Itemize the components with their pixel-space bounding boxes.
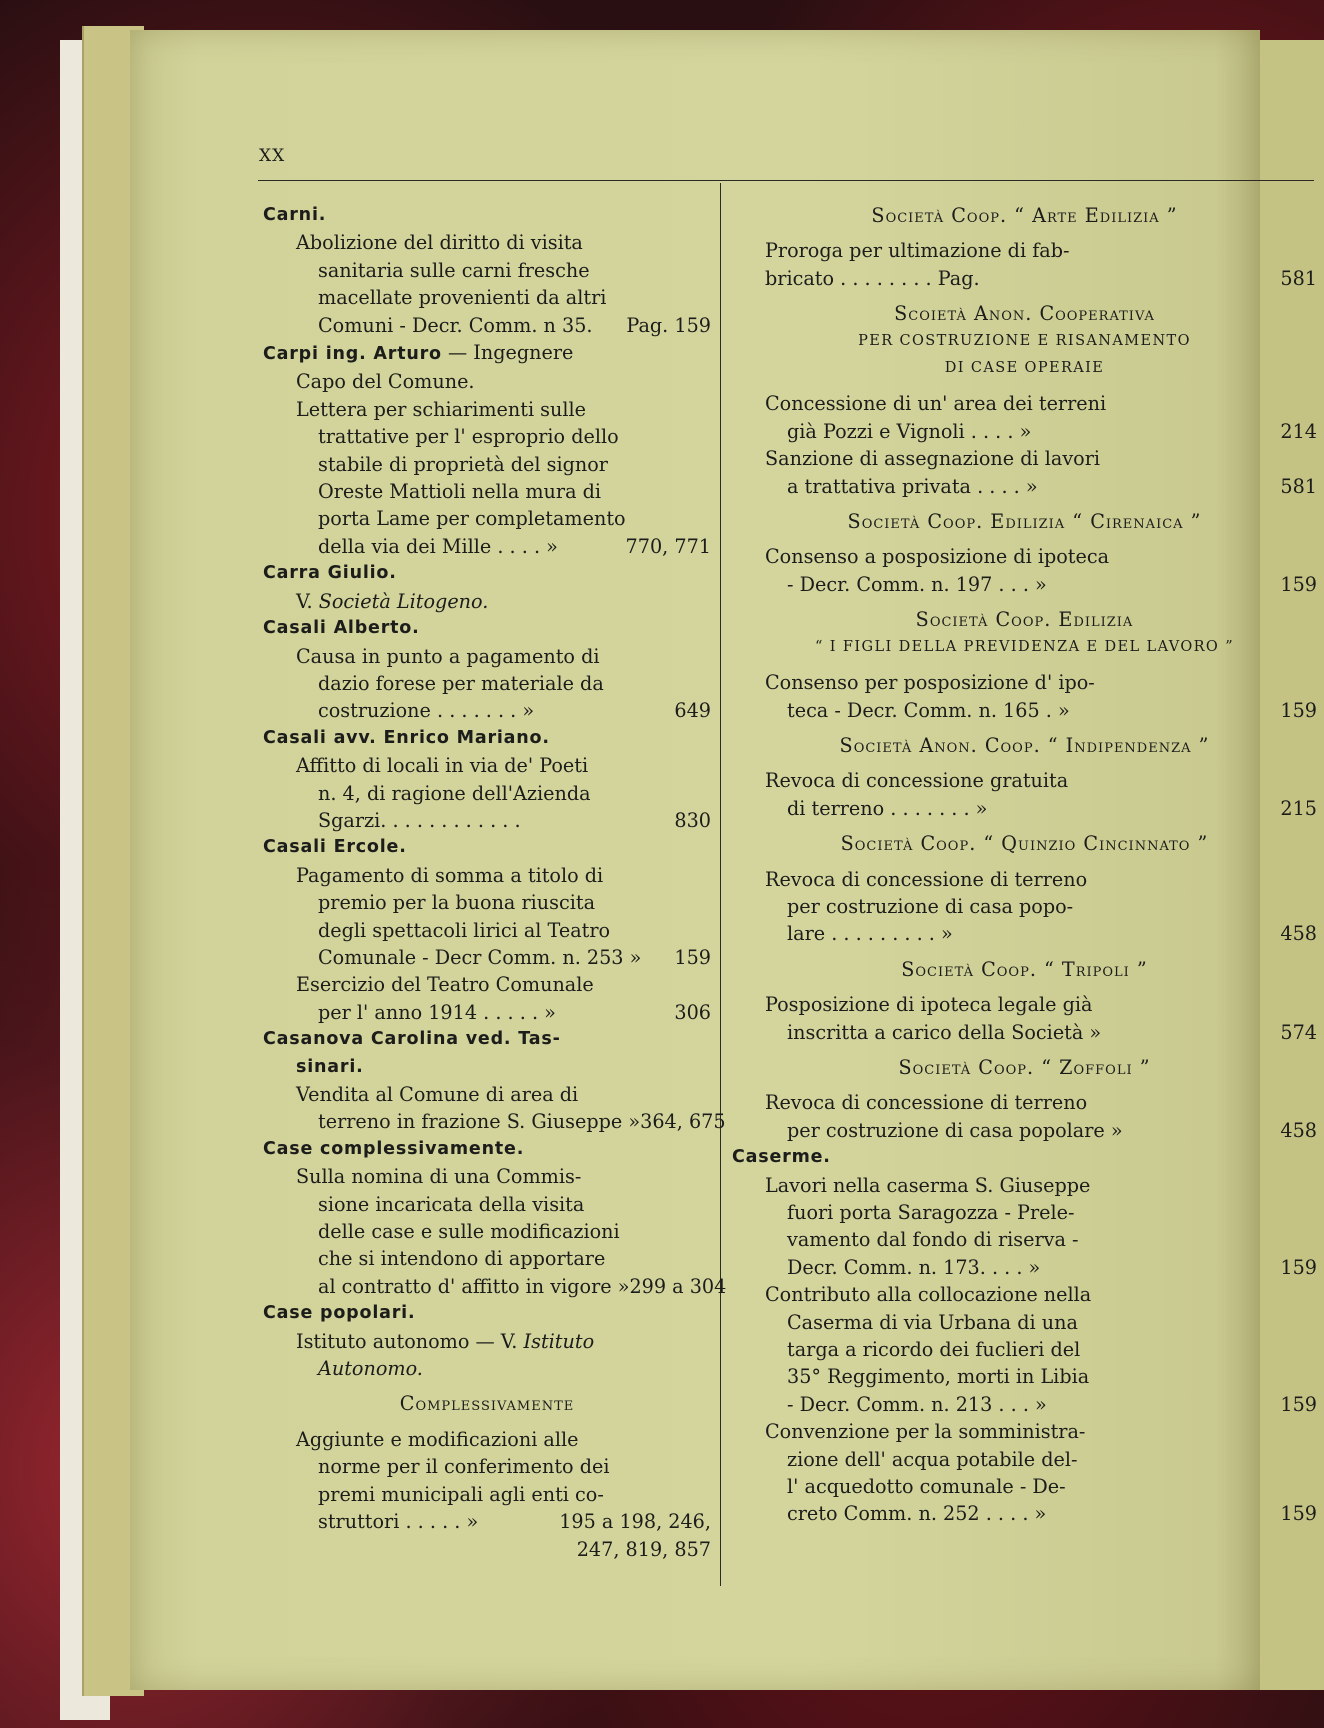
entry-line: lare . . . . . . . . . » 458 (787, 922, 1317, 946)
entry-heading: Carni. (263, 205, 327, 225)
right-column (732, 202, 1317, 1528)
entry-line: di terreno . . . . . . . » 215 (787, 796, 1317, 820)
entry-heading-line: Carpi ing. Arturo — Ingegnere (263, 341, 574, 365)
section-heading: Scoietà Anon. Cooperativa (894, 302, 1155, 326)
entry-line: al contratto d' affitto in vigore » 299 a 304 (318, 1274, 727, 1298)
entry-line: Caserma di via Urbana di una (787, 1310, 1078, 1334)
entry-line: Decr. Comm. n. 173. . . . » 159 (787, 1255, 1317, 1279)
entry-line: premio per la buona riuscita (318, 891, 596, 915)
left-column (263, 202, 727, 1563)
entry-heading: Casanova Carolina ved. Tas- (263, 1029, 561, 1050)
entry-heading: Case popolari. (263, 1303, 416, 1324)
entry-line: Causa in punto a pagamento di (296, 644, 600, 668)
entry-line: per costruzione di casa popolare » 458 (787, 1118, 1317, 1142)
entry-line: Contributo alla collocazione nella (765, 1283, 1092, 1307)
entry-line: degli spettacoli lirici al Teatro (318, 918, 611, 942)
entry-line: Posposizione di ipoteca legale già (765, 993, 1093, 1017)
entry-line: struttori . . . . . » 195 a 198, 246, (318, 1510, 711, 1534)
entry-line: Capo del Comune. (296, 370, 475, 394)
entry-line: inscritta a carico della Società » 574 (787, 1020, 1317, 1044)
entry-line: Revoca di concessione di terreno (765, 1091, 1088, 1115)
entry-line: premi municipali agli enti co- (318, 1482, 604, 1506)
entry-heading: Casali avv. Enrico Mariano. (263, 727, 550, 748)
entry-line: - Decr. Comm. n. 213 . . . » 159 (787, 1392, 1317, 1416)
entry-line: sione incaricata della visita (318, 1192, 585, 1216)
entry-line: 35° Reggimento, morti in Libia (787, 1365, 1090, 1389)
entry-line: Autonomo. (318, 1357, 423, 1381)
page-number: XX (259, 146, 286, 166)
entry-line: Esercizio del Teatro Comunale (296, 973, 594, 997)
section-heading: Società Coop. “ Zoffoli ” (898, 1055, 1151, 1079)
entry-line: Convenzione per la somministra- (765, 1420, 1086, 1444)
section-heading: Complessivamente (399, 1392, 575, 1416)
entry-line: V. Società Litogeno. (296, 589, 489, 613)
header-rule (258, 180, 1314, 181)
entry-line: Consenso a posposizione di ipoteca (765, 545, 1110, 569)
entry-line: norme per il conferimento dei (318, 1455, 610, 1479)
entry-line: l' acquedotto comunale - De- (787, 1475, 1066, 1499)
entry-line: porta Lame per completamento (318, 507, 626, 531)
entry-line: zione dell' acqua potabile del- (787, 1447, 1078, 1471)
entry-heading: Carra Giulio. (263, 563, 397, 584)
entry-line: Sulla nomina di una Commis- (296, 1165, 582, 1189)
entry-line: Proroga per ultimazione di fab- (765, 239, 1070, 263)
section-heading: Società Coop. Edilizia (915, 608, 1134, 632)
entry-line: dazio forese per materiale da (318, 671, 604, 695)
entry-line: bricato . . . . . . . . Pag. 581 (765, 266, 1317, 290)
column-separator (720, 183, 721, 1586)
entry-line: Aggiunte e modificazioni alle (296, 1427, 579, 1451)
section-heading: Società Coop. “ Tripoli ” (901, 957, 1148, 981)
entry-line: n. 4, di ragione dell'Azienda (318, 781, 591, 805)
entry-line: Sgarzi. . . . . . . . . . . . 830 (318, 808, 711, 832)
section-heading: Società Coop. “ Arte Edilizia ” (871, 204, 1178, 227)
entry-line: - Decr. Comm. n. 197 . . . » 159 (787, 572, 1317, 596)
section-heading: Società Anon. Coop. “ Indipendenza ” (839, 733, 1210, 757)
entry-line: che si intendono di apportare (318, 1247, 606, 1271)
entry-heading: Casali Ercole. (263, 837, 407, 858)
entry-line: Vendita al Comune di area di (296, 1083, 579, 1106)
entry-heading: Casali Alberto. (263, 618, 420, 639)
entry-heading: Case complessivamente. (263, 1138, 525, 1159)
entry-line: per l' anno 1914 . . . . . » 306 (318, 1000, 711, 1024)
section-heading: PER COSTRUZIONE E RISANAMENTO (858, 332, 1191, 349)
entry-line: a trattativa privata . . . . » 581 (787, 474, 1317, 498)
section-heading: Società Coop. Edilizia “ Cirenaica ” (847, 510, 1202, 534)
entry-line: macellate provenienti da altri (318, 286, 607, 310)
entry-line: vamento dal fondo di riserva - (787, 1228, 1079, 1252)
entry-line: 247, 819, 857 (576, 1537, 711, 1561)
section-heading: “ I FIGLI DELLA PREVIDENZA E DEL LAVORO ” (814, 638, 1235, 655)
entry-line: Revoca di concessione gratuita (765, 769, 1069, 793)
entry-line: Sanzione di assegnazione di lavori (765, 447, 1101, 471)
entry-line: targa a ricordo dei fuclieri del (787, 1338, 1081, 1362)
section-heading: DI CASE OPERAIE (944, 360, 1105, 377)
entry-line: terreno in frazione S. Giuseppe » 364, 675 (318, 1110, 726, 1134)
book-page (130, 30, 1317, 1690)
section-heading: Società Coop. “ Quinzio Cincinnato ” (840, 832, 1209, 856)
entry-line: Comuni - Decr. Comm. n 35. Pag. 159 (318, 313, 711, 337)
entry-line: Pagamento di somma a titolo di (296, 863, 604, 887)
entry-line: Lavori nella caserma S. Giuseppe (765, 1173, 1091, 1197)
entry-line: fuori porta Saragozza - Prele- (787, 1201, 1075, 1224)
entry-heading: sinari. (296, 1056, 364, 1077)
entry-line: Consenso per posposizione d' ipo- (765, 671, 1095, 695)
entry-line: costruzione . . . . . . . » 649 (318, 699, 711, 723)
entry-line: Concessione di un' area dei terreni (765, 392, 1107, 416)
entry-heading: Carpi ing. Arturo (263, 344, 442, 365)
entry-line: della via dei Mille . . . . » 770, 771 (318, 534, 711, 558)
entry-line: Comunale - Decr Comm. n. 253 » 159 (318, 945, 711, 969)
entry-line: Revoca di concessione di terreno (765, 867, 1088, 891)
entry-line: Istituto autonomo — V. Istituto (296, 1329, 595, 1353)
entry-line: stabile di proprietà del signor (318, 452, 608, 476)
entry-line: Affitto di locali in via de' Poeti (296, 754, 589, 778)
entry-heading: Caserme. (732, 1147, 831, 1168)
entry-line: delle case e sulle modificazioni (318, 1220, 620, 1244)
entry-line: già Pozzi e Vignoli . . . . » 214 (787, 419, 1317, 443)
entry-line: Oreste Mattioli nella mura di (318, 480, 602, 504)
entry-line: sanitaria sulle carni fresche (318, 258, 590, 282)
entry-line: Abolizione del diritto di visita (296, 231, 583, 255)
entry-line: creto Comm. n. 252 . . . . » 159 (787, 1502, 1317, 1526)
entry-line: per costruzione di casa popo- (787, 894, 1074, 918)
entry-line: teca - Decr. Comm. n. 165 . » 159 (787, 698, 1317, 722)
entry-line: Lettera per schiarimenti sulle (296, 397, 587, 421)
entry-line: trattative per l' esproprio dello (318, 425, 619, 449)
